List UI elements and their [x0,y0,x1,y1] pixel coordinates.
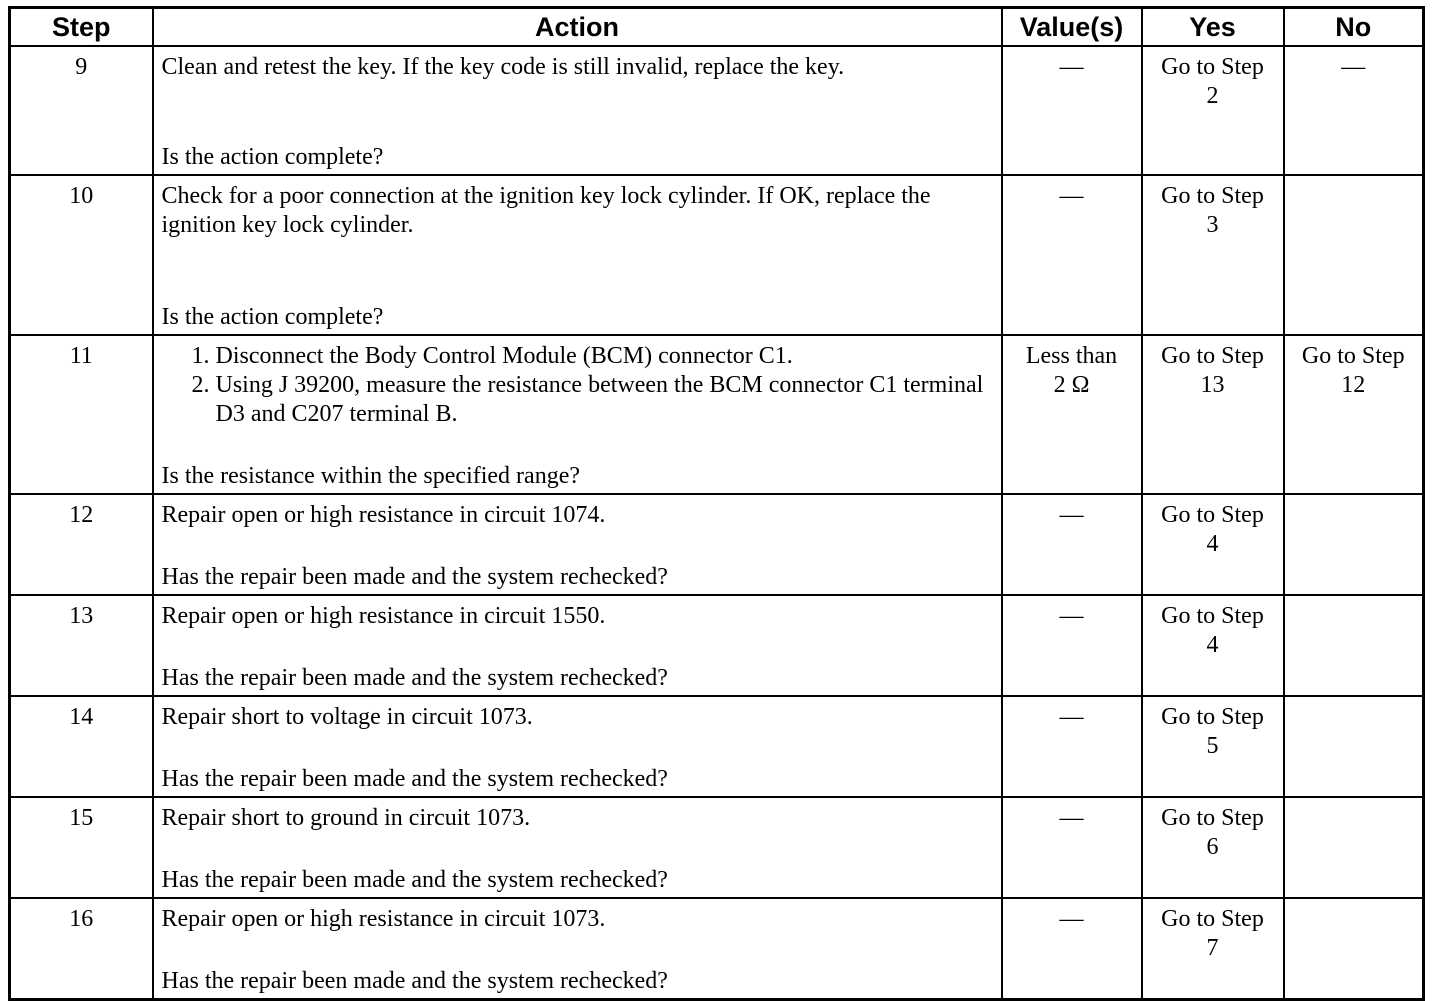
yes-cell: Go to Step 4 [1142,595,1284,696]
yes-cell: Go to Step 3 [1142,175,1284,335]
action-cell [153,335,1002,494]
diagnostic-table [8,6,1425,1001]
value-cell: — [1002,175,1142,335]
table-row [10,898,1424,1000]
action-cell [153,46,1002,175]
no-cell [1284,175,1424,335]
step-number: 13 [10,595,153,696]
no-cell: Go to Step 12 [1284,335,1424,494]
action-cell [153,898,1002,1000]
header-values: Value(s) [1002,8,1142,47]
header-yes: Yes [1142,8,1284,47]
table-row [10,335,1424,494]
action-text: Clean and retest the key. If the key code is still invalid, replace the key. [161,54,845,80]
header-step: Step [10,8,153,47]
action-question: Has the repair been made and the system rechecked? [161,968,668,994]
action-text: Repair short to voltage in circuit 1073. [161,704,533,730]
action-cell [153,595,1002,696]
table-row [10,595,1424,696]
no-cell [1284,696,1424,797]
step-number: 16 [10,898,153,1000]
list-item: 2. Using J 39200, measure the resistance between the BCM connector C1 terminal D3 and C207 terminal B. [216,371,993,429]
no-cell [1284,797,1424,898]
table-row [10,494,1424,595]
action-cell [153,696,1002,797]
action-text: Repair short to ground in circuit 1073. [161,805,531,831]
value-cell: — [1002,696,1142,797]
action-cell [153,494,1002,595]
value-cell: — [1002,494,1142,595]
yes-cell: Go to Step 2 [1142,46,1284,175]
action-text: Check for a poor connection at the ignition key lock cylinder. If OK, replace the ignition key lock cylinder. [161,183,931,238]
value-cell: — [1002,46,1142,175]
action-question: Has the repair been made and the system rechecked? [161,665,668,691]
action-question: Is the resistance within the specified range? [161,463,580,489]
table-row [10,175,1424,335]
step-number: 15 [10,797,153,898]
list-item: 1. Disconnect the Body Control Module (BCM) connector C1. [216,342,993,371]
action-question: Is the action complete? [161,304,384,330]
yes-cell: Go to Step 4 [1142,494,1284,595]
no-cell [1284,494,1424,595]
value-cell: — [1002,898,1142,1000]
yes-cell: Go to Step 5 [1142,696,1284,797]
action-cell [153,175,1002,335]
yes-cell: Go to Step 7 [1142,898,1284,1000]
action-text: Repair open or high resistance in circuit 1074. [161,502,606,528]
table-row [10,696,1424,797]
step-number: 14 [10,696,153,797]
step-number: 11 [10,335,153,494]
action-text: Repair open or high resistance in circuit 1073. [161,906,606,932]
header-no: No [1284,8,1424,47]
step-number: 12 [10,494,153,595]
step-number: 10 [10,175,153,335]
action-question: Has the repair been made and the system rechecked? [161,867,668,893]
value-cell: — [1002,797,1142,898]
header-row [10,8,1424,47]
table-row [10,797,1424,898]
action-text: Repair open or high resistance in circuit 1550. [161,603,606,629]
value-cell: Less than 2 Ω [1002,335,1142,494]
step-number: 9 [10,46,153,175]
no-cell [1284,595,1424,696]
header-action: Action [153,8,1002,47]
value-cell: — [1002,595,1142,696]
numbered-steps [162,342,993,429]
yes-cell: Go to Step 6 [1142,797,1284,898]
action-cell [153,797,1002,898]
yes-cell: Go to Step 13 [1142,335,1284,494]
action-question: Has the repair been made and the system rechecked? [161,564,668,590]
no-cell [1284,898,1424,1000]
no-cell: — [1284,46,1424,175]
table-row [10,46,1424,175]
action-question: Has the repair been made and the system rechecked? [161,766,668,792]
action-question: Is the action complete? [161,144,384,170]
